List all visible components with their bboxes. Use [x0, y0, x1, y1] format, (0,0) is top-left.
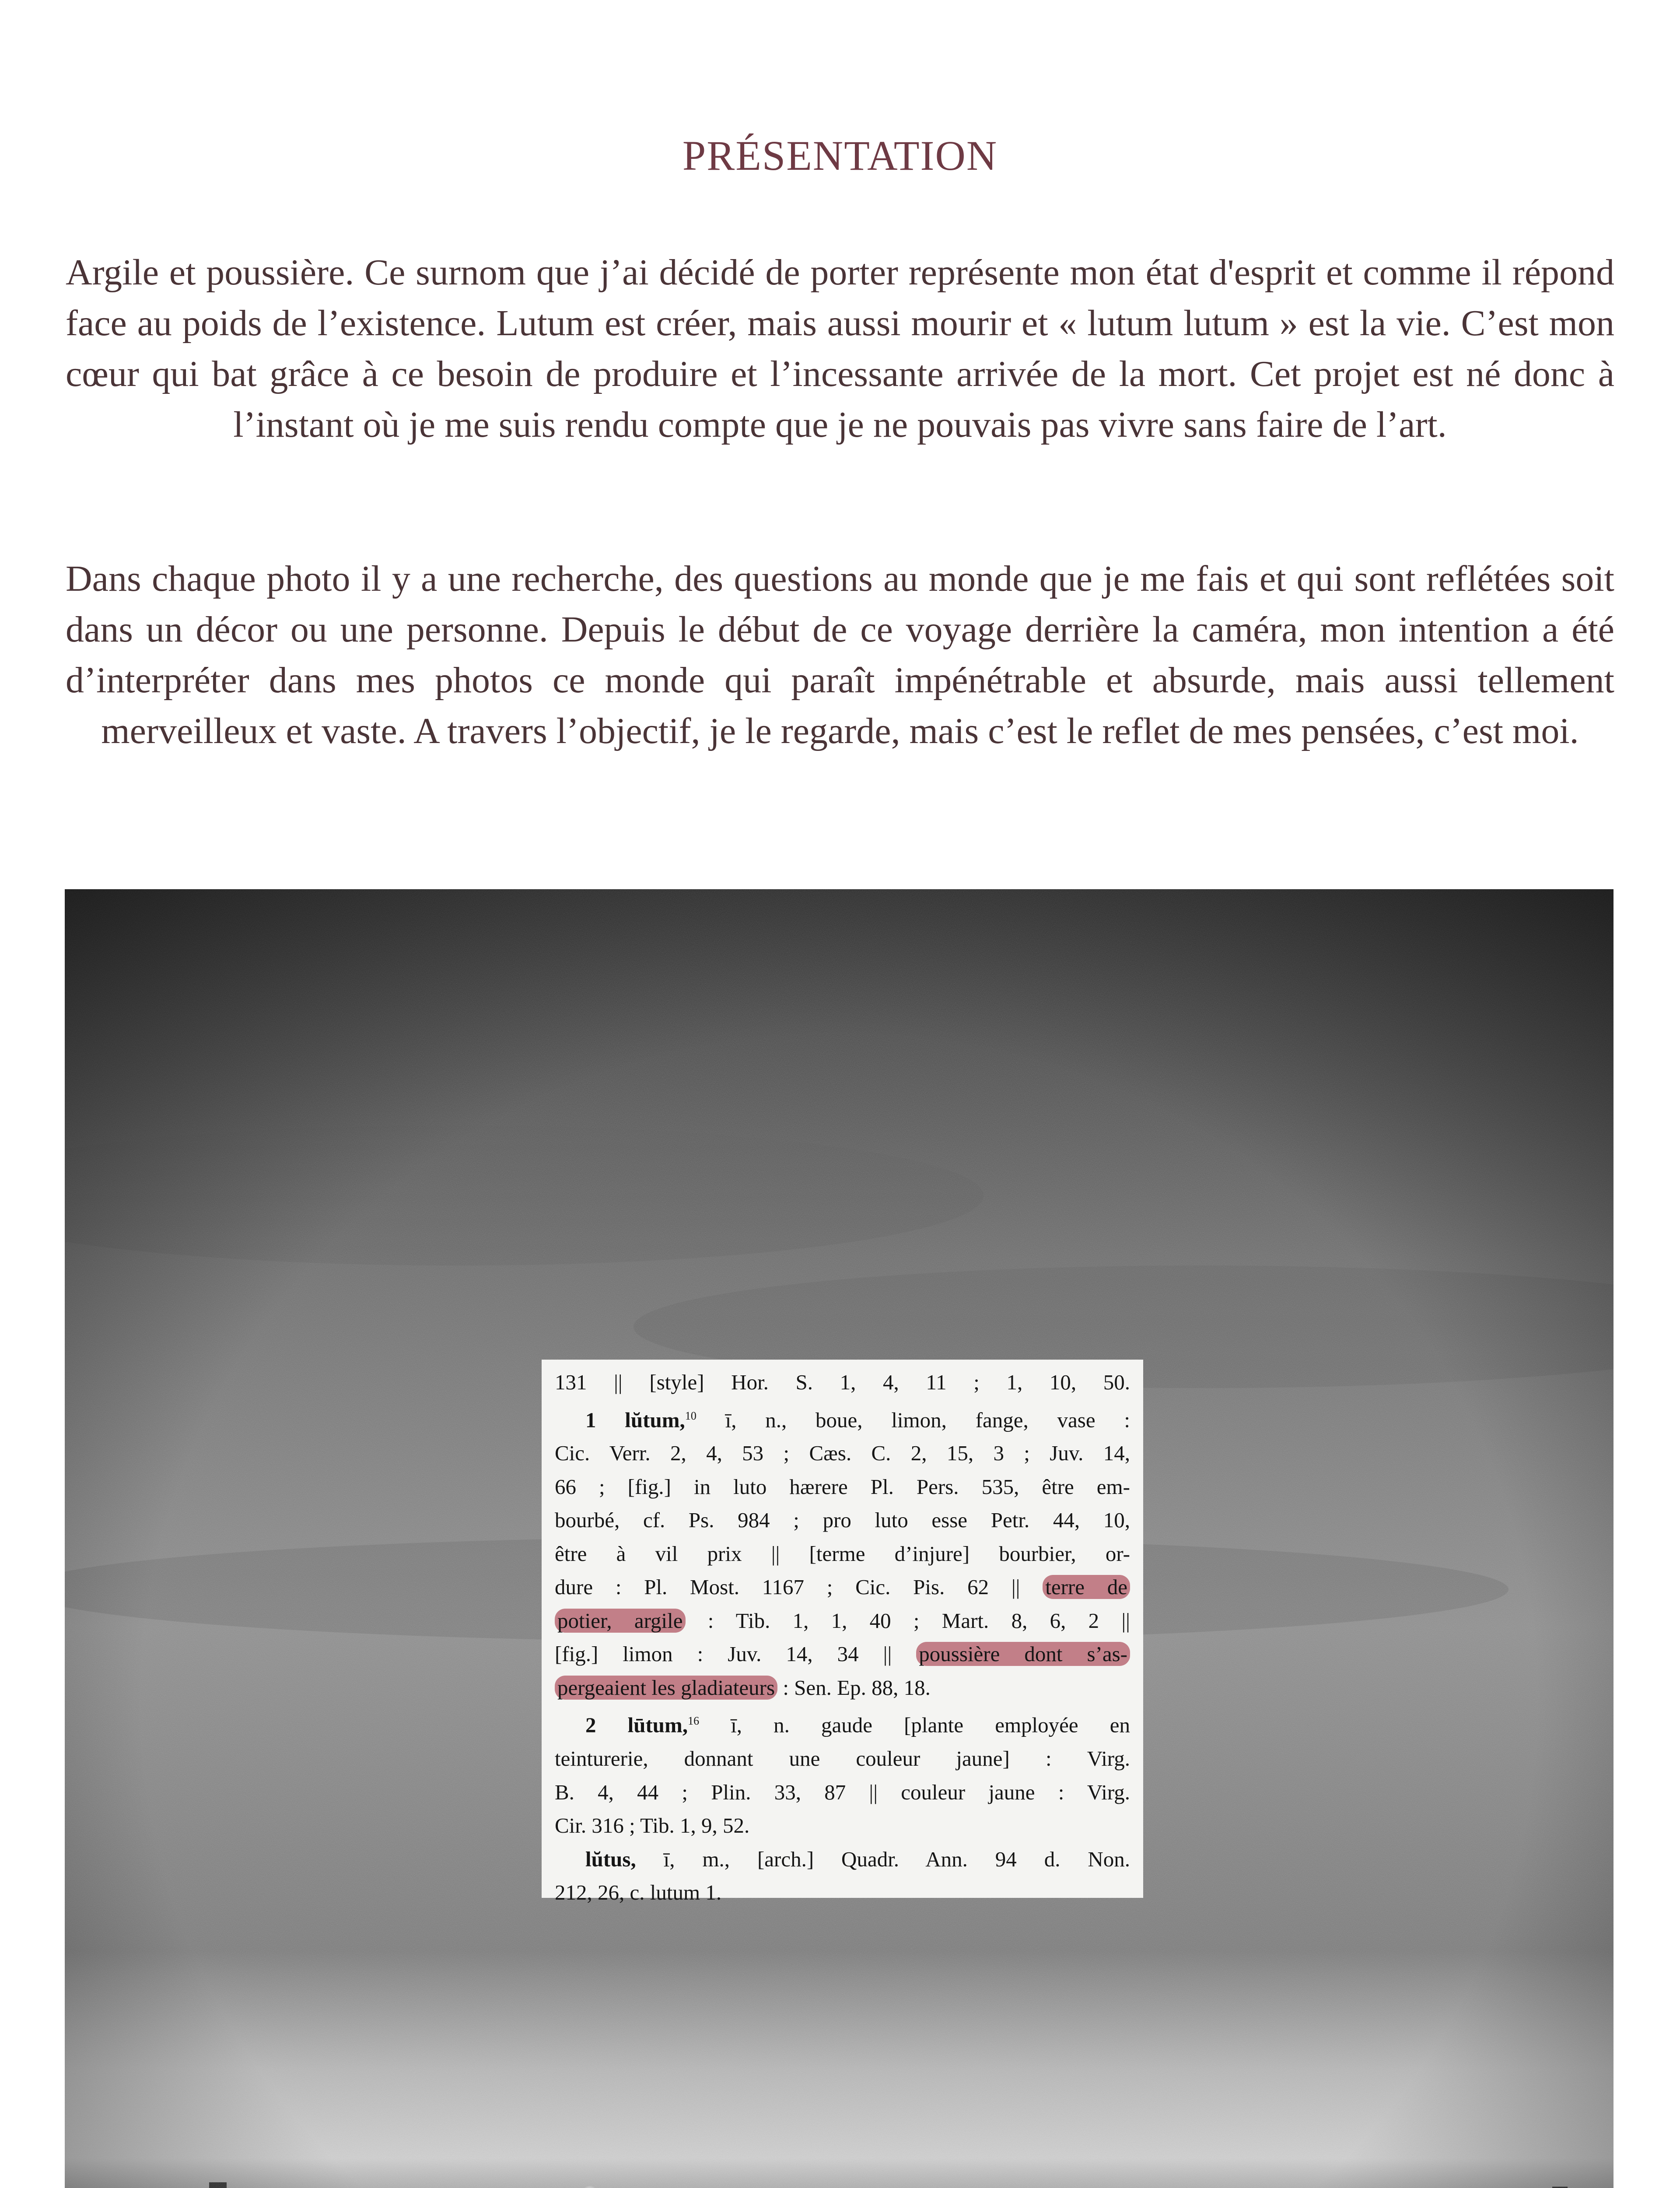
dict-line — [555, 1571, 1130, 1604]
dict-superscript: 16 — [688, 1715, 700, 1728]
highlighted-text: poussière dont s’as- — [916, 1642, 1130, 1666]
dict-headword-number: 2 — [585, 1713, 628, 1737]
dict-text: teinturerie, donnant une couleur jaune] : Virg. — [555, 1746, 1130, 1771]
dict-line — [555, 1776, 1130, 1809]
dict-text: bourbé, cf. Ps. 984 ; pro luto esse Petr. 44, 10, — [555, 1508, 1130, 1532]
dict-text: B. 4, 44 ; Plin. 33, 87 || couleur jaune : Virg. — [555, 1780, 1130, 1804]
dictionary-entry-clipping — [542, 1360, 1143, 1905]
dict-text: : Sen. Ep. 88, 18. — [777, 1675, 931, 1700]
dict-line — [555, 1637, 1130, 1671]
dict-line — [555, 1809, 1130, 1843]
dict-line — [555, 1470, 1130, 1504]
dict-line — [555, 1604, 1130, 1638]
dict-line — [555, 1704, 1130, 1742]
dict-line — [555, 1671, 1130, 1705]
dict-line — [555, 1537, 1130, 1571]
dict-text: ī, m., [arch.] Quadr. Ann. 94 d. Non. — [636, 1847, 1130, 1871]
dict-headword-number: 1 — [585, 1407, 625, 1432]
dict-line — [555, 1504, 1130, 1537]
dict-line — [555, 1843, 1130, 1876]
dict-text: ī, n. gaude [plante employée en — [699, 1713, 1130, 1737]
dict-text: 66 ; [fig.] in luto hærere Pl. Pers. 535, être em- — [555, 1474, 1130, 1499]
sunset-photograph — [65, 889, 1614, 2188]
page-title: PRÉSENTATION — [682, 132, 998, 179]
highlighted-text: terre de — [1043, 1575, 1130, 1599]
dict-line — [555, 1876, 1130, 1910]
dict-text: Cic. Verr. 2, 4, 53 ; Cæs. C. 2, 15, 3 ; Juv. 14, — [555, 1441, 1130, 1466]
dict-line — [555, 1742, 1130, 1776]
dict-text: 212, 26, c. lutum 1. — [555, 1880, 722, 1905]
second-paragraph: Dans chaque photo il y a une recherche, des questions au monde que je me fais et qui sont reflétées soit dans un décor ou une personne. Depuis le début de ce voyage derrière la caméra, mon intention a été d’interpréter dans mes photos ce monde qui paraît impénétrable et absurde, mais aussi tellement merveilleux et vaste. A travers l’objectif, je le regarde, mais c’est le reflet de mes pensées, c’est moi. — [66, 558, 1614, 751]
dict-text: [fig.] limon : Juv. 14, 34 || — [555, 1642, 917, 1666]
intro-paragraph: Argile et poussière. Ce surnom que j’ai décidé de porter représente mon état d'esprit et comme il répond face au poids de l’existence. Lutum est créer, mais aussi mourir et « lutum lutum » est la vie. C’est mon cœur qui bat grâce à ce besoin de produire et l’incessante arrivée de la mort. Cet projet est né donc à l’instant où je me suis rendu compte que je ne pouvais pas vivre sans faire de l’art. — [66, 252, 1614, 445]
dict-superscript: 10 — [685, 1409, 696, 1422]
highlighted-text: pergeaient les gladiateurs — [555, 1676, 777, 1700]
dict-text: dure : Pl. Most. 1167 ; Cic. Pis. 62 || — [555, 1575, 1043, 1599]
dict-headword: lūtum, — [627, 1713, 688, 1737]
dict-headword: lŭtum, — [625, 1407, 685, 1432]
dict-line — [555, 1366, 1130, 1399]
dict-headword: lŭtus, — [585, 1847, 636, 1871]
dict-text: ī, n., boue, limon, fange, vase : — [696, 1407, 1130, 1432]
dict-text: 131 || [style] Hor. S. 1, 4, 11 ; 1, 10, 50. — [555, 1370, 1130, 1394]
dict-text: Cir. 316 ; Tib. 1, 9, 52. — [555, 1813, 750, 1838]
dict-text: : Tib. 1, 1, 40 ; Mart. 8, 6, 2 || — [685, 1608, 1130, 1633]
dict-line — [555, 1437, 1130, 1470]
highlighted-text: potier, argile — [555, 1609, 686, 1633]
dict-line — [555, 1399, 1130, 1437]
dict-text: être à vil prix || [terme d’injure] bourbier, or- — [555, 1541, 1130, 1566]
